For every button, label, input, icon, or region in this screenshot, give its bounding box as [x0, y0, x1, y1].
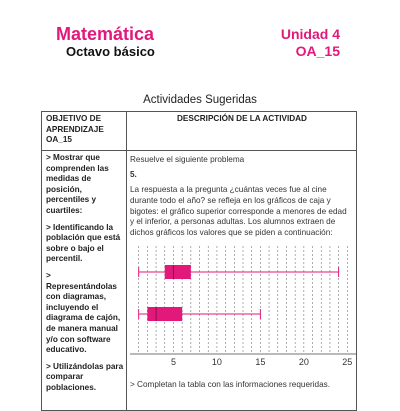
- problem-text: La respuesta a la pregunta ¿cuántas veces fue al cine durante todo el año? se refleja en los gráficos de caja y bigotes: el gráfico superior corresponde a menores de edad y el inferior, a personas adultas. Los alumnos extraen de dichos gráficos los valores que se piden a continuación:: [130, 185, 347, 238]
- problem-number: 5.: [130, 170, 137, 179]
- activity-table: [41, 111, 357, 411]
- description-header: DESCRIPCIÓN DE LA ACTIVIDAD: [177, 114, 307, 123]
- objective-code: OA_15: [295, 43, 340, 59]
- problem-intro: Resuelve el siguiente problema: [130, 155, 245, 164]
- column-divider: [126, 112, 127, 410]
- x-tick-label: 5: [170, 357, 176, 367]
- boxplot-chart: [128, 242, 358, 372]
- x-tick-label: 15: [255, 357, 266, 367]
- unit-label: Unidad 4: [280, 26, 340, 42]
- page-title: Matemática: [56, 24, 155, 44]
- objective-header: OBJETIVO DE APRENDIZAJE OA_15: [46, 114, 104, 144]
- page-subtitle: Octavo básico: [66, 44, 155, 59]
- section-title: Actividades Sugeridas: [143, 94, 257, 106]
- objectives-list: [46, 153, 124, 399]
- x-tick-label: 25: [342, 357, 353, 367]
- boxplot-svg: [128, 242, 358, 372]
- task-instruction: > Completan la tabla con las informaciones requeridas.: [130, 380, 331, 389]
- box: [147, 307, 182, 321]
- objective-item: > Utilizándolas para comparar poblaciones.: [46, 361, 124, 392]
- x-tick-label: 10: [211, 357, 222, 367]
- box: [165, 265, 191, 279]
- objective-item: > Mostrar que comprenden las medidas de posición, percentiles y cuartiles:: [46, 153, 109, 215]
- objective-item: > Representándolas con diagramas, incluyendo el diagrama de cajón, de manera manual y/o con software educativo.: [46, 270, 121, 355]
- x-tick-label: 20: [298, 357, 309, 367]
- objective-item: > Identificando la población que está sobre o bajo el percentil.: [46, 222, 121, 264]
